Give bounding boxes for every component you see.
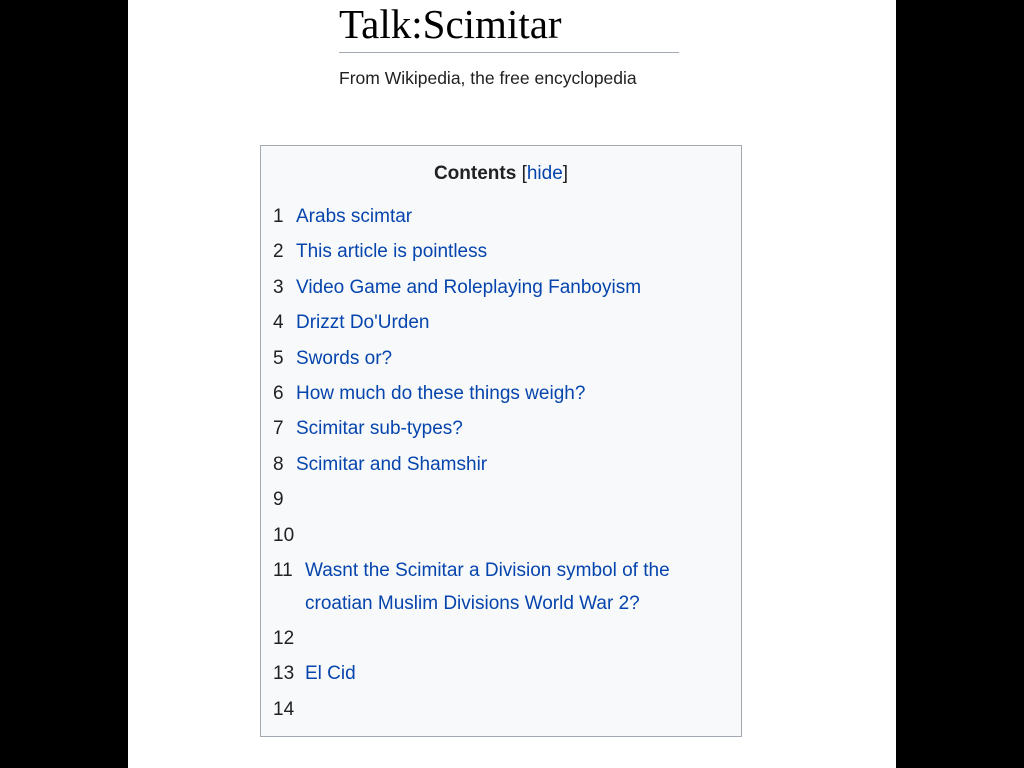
toc-link[interactable]: Video Game and Roleplaying Fanboyism (296, 276, 642, 298)
toc-number: 4 (273, 312, 284, 334)
toc-link[interactable]: Swords or? (296, 347, 393, 369)
toc-item-1 (273, 200, 725, 235)
toc-number: 10 (273, 524, 295, 546)
toc-link[interactable]: Wasnt the Scimitar a Division symbol of the croatian Muslim Divisions World War 2? (305, 559, 670, 614)
toc-item-5 (273, 342, 725, 377)
toc-number: 7 (273, 418, 284, 440)
toc-item-14 (273, 693, 725, 728)
toc-link[interactable]: Arabs scimtar (296, 206, 413, 227)
toc-link[interactable]: Scimitar sub-types? (296, 418, 463, 440)
toc-number: 2 (273, 241, 284, 263)
toc-item-12 (273, 622, 725, 657)
toc-number: 9 (273, 489, 284, 511)
toc-item-4 (273, 306, 725, 341)
toc-list (273, 200, 725, 728)
toc-number: 11 (273, 559, 293, 581)
page-title: Talk:Scimitar (339, 1, 562, 47)
toc-number: 6 (273, 382, 284, 404)
toc-bracket-close: ] (562, 163, 569, 184)
toc-item-6 (273, 377, 725, 412)
toc-number: 1 (273, 206, 284, 227)
toc-number: 3 (273, 276, 284, 298)
table-of-contents (260, 145, 742, 737)
toc-item-3 (273, 271, 725, 306)
site-tagline: From Wikipedia, the free encyclopedia (339, 68, 637, 88)
toc-bracket-open: [ (521, 163, 527, 184)
toc-number: 14 (273, 698, 295, 720)
toc-item-8 (273, 448, 725, 483)
toc-link[interactable]: El Cid (305, 663, 356, 685)
toc-item-9 (273, 483, 725, 518)
title-divider (339, 52, 679, 53)
toc-link[interactable]: This article is pointless (296, 241, 488, 263)
toc-number: 5 (273, 347, 284, 369)
toc-item-2 (273, 235, 725, 270)
toc-header (261, 160, 741, 188)
article-page (128, 0, 896, 768)
toc-number: 12 (273, 627, 295, 649)
toc-item-13 (273, 657, 725, 692)
toc-item-7 (273, 412, 725, 447)
toc-item-10 (273, 519, 725, 554)
toc-item-11 (273, 554, 725, 622)
toc-number: 8 (273, 453, 284, 475)
toc-link[interactable]: Drizzt Do'Urden (296, 312, 430, 334)
toc-hide-link[interactable]: hide (526, 163, 563, 184)
toc-link[interactable]: Scimitar and Shamshir (296, 453, 488, 475)
toc-heading: Contents (433, 163, 517, 184)
toc-link[interactable]: How much do these things weigh? (296, 382, 586, 404)
toc-number: 13 (273, 663, 295, 685)
